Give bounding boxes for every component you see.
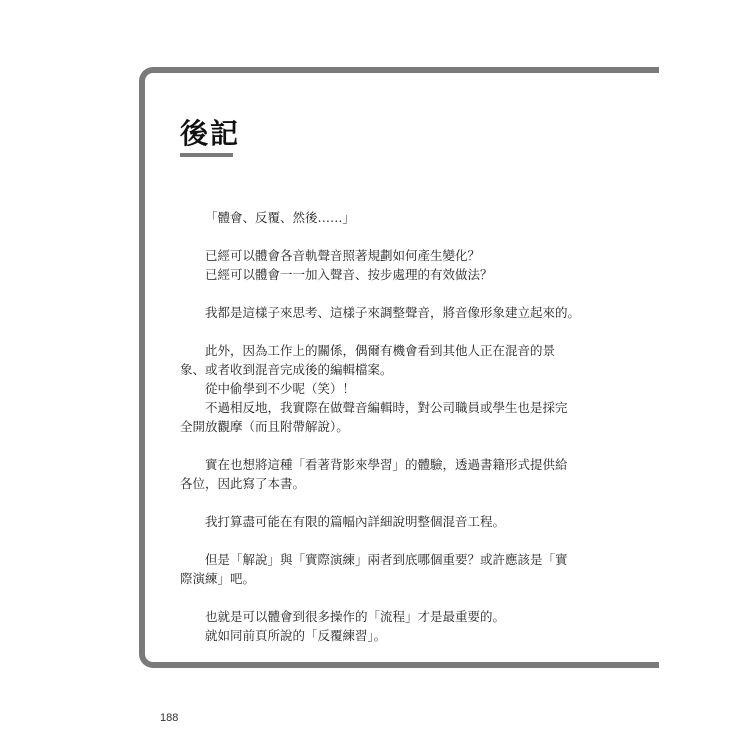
paragraph-line: 已經可以體會一一加入聲音、按步處理的有效做法？ bbox=[205, 267, 493, 282]
paragraph-line: 但是「解說」與「實際演練」兩者到底哪個重要？或許應該是「實 bbox=[205, 552, 568, 567]
paragraph-line: 我都是這樣子來思考、這樣子來調整聲音，將音像形象建立起來的。 bbox=[205, 305, 581, 320]
paragraph-line: 不過相反地，我實際在做聲音編輯時，對公司職員或學生也是採完 bbox=[205, 400, 568, 415]
paragraph-line: 實在也想將這種「看著背影來學習」的體驗，透過書籍形式提供給 bbox=[205, 457, 568, 472]
paragraph-line: 從中偷學到不少呢（笑）！ bbox=[205, 381, 356, 396]
paragraph-4 bbox=[180, 341, 600, 436]
page-number: 188 bbox=[160, 712, 179, 724]
paragraph-8 bbox=[180, 607, 600, 645]
paragraph-line: 各位，因此寫了本書。 bbox=[180, 476, 306, 491]
paragraph-line: 際演練」吧。 bbox=[180, 571, 256, 586]
paragraph-2 bbox=[180, 246, 600, 284]
paragraph-line: 已經可以體會各音軌聲音照著規劃如何產生變化？ bbox=[205, 248, 481, 263]
paragraph-line: 全開放觀摩（而且附帶解說）。 bbox=[180, 419, 349, 434]
paragraph-1 bbox=[180, 208, 600, 227]
paragraph-line: 象、或者收到混音完成後的編輯檔案。 bbox=[180, 362, 393, 377]
paragraph-3 bbox=[180, 303, 600, 322]
paragraph-line: 此外，因為工作上的關係，偶爾有機會看到其他人正在混音的景 bbox=[205, 343, 556, 358]
paragraph-7 bbox=[180, 550, 600, 588]
paragraph-line: 「體會、反覆、然後……」 bbox=[205, 210, 356, 225]
paragraph-line: 就如同前頁所說的「反覆練習」。 bbox=[205, 628, 387, 643]
paragraph-line: 我打算盡可能在有限的篇幅內詳細說明整個混音工程。 bbox=[205, 514, 506, 529]
title-underline bbox=[180, 153, 233, 157]
paragraph-5 bbox=[180, 455, 600, 493]
paragraph-6 bbox=[180, 512, 600, 531]
paragraph-line: 也就是可以體會到很多操作的「流程」才是最重要的。 bbox=[205, 609, 506, 624]
body-text bbox=[180, 208, 600, 664]
page-title: 後記 bbox=[180, 117, 241, 150]
